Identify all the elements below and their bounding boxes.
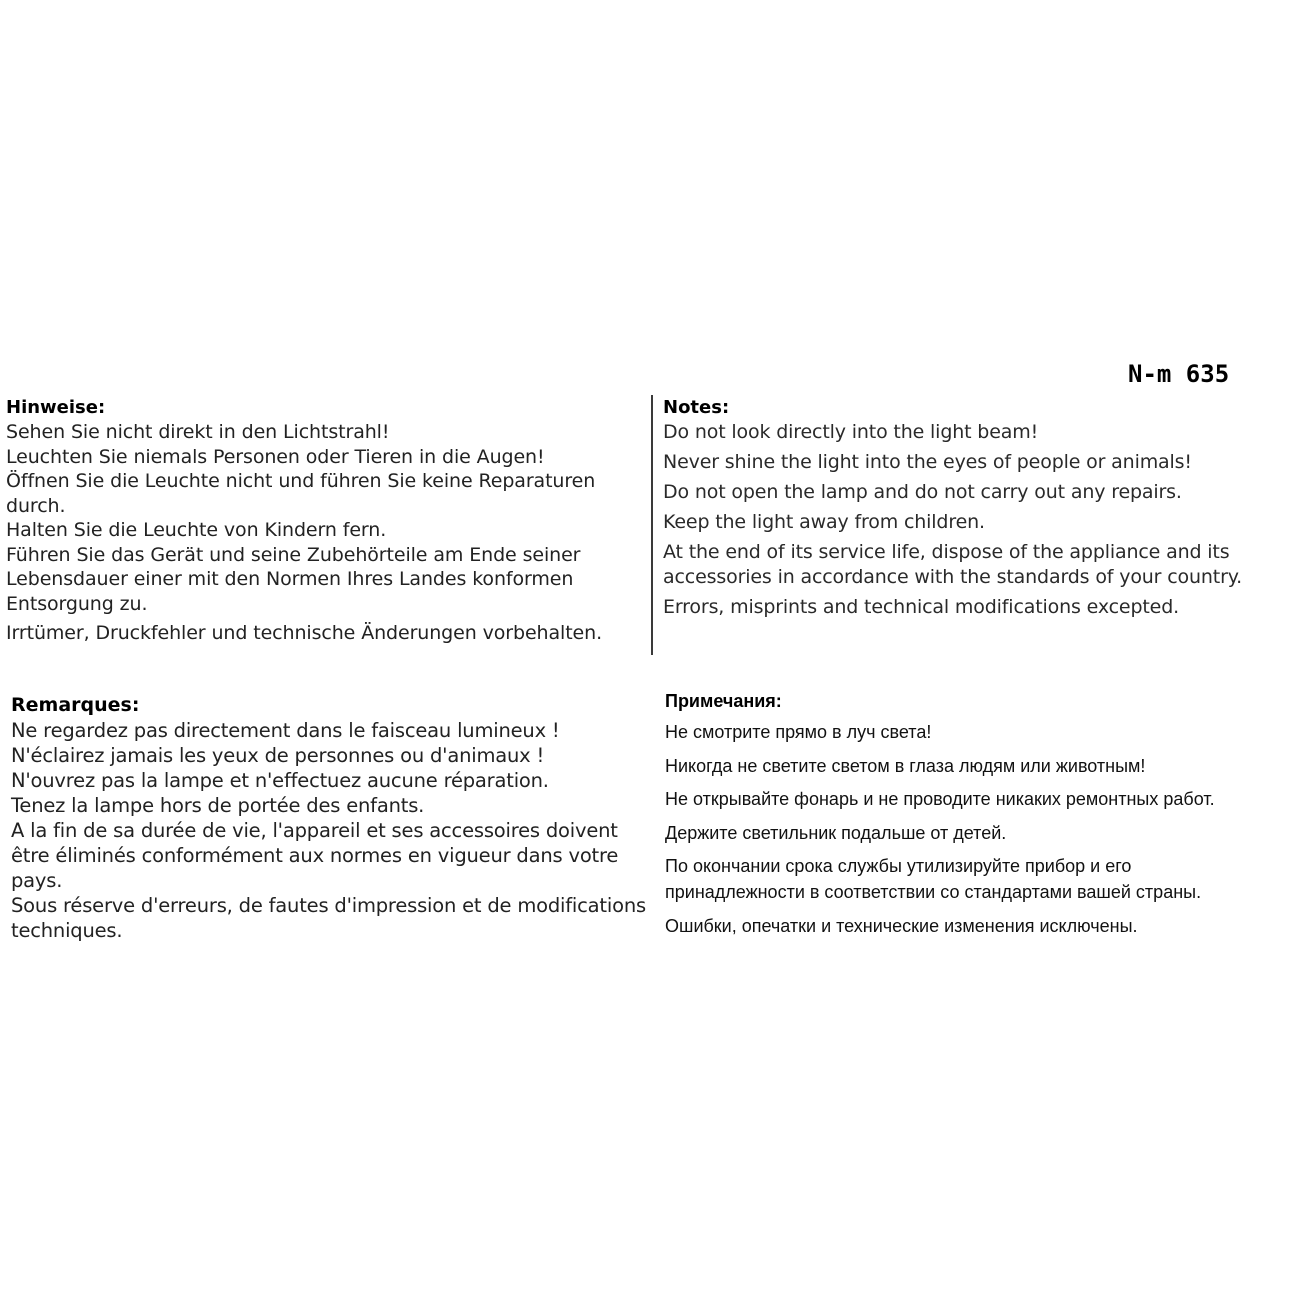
german-notes-section xyxy=(6,396,646,646)
russian-note-line: По окончании срока службы утилизируйте прибор и его xyxy=(665,856,1132,876)
russian-note-line: Ошибки, опечатки и технические изменения исключены. xyxy=(665,915,1138,936)
russian-note-line: Не смотрите прямо в луч света! xyxy=(665,722,932,742)
russian-notes-heading: Примечания: xyxy=(665,691,782,711)
russian-notes-section xyxy=(665,689,1295,939)
french-notes-heading: Remarques: xyxy=(11,694,140,716)
german-note-line: Irrtümer, Druckfehler und technische Änderungen vorbehalten. xyxy=(6,622,603,644)
french-note-line: N'éclairez jamais les yeux de personnes ou d'animaux ! xyxy=(11,744,545,767)
english-note-line: Never shine the light into the eyes of people or animals! xyxy=(663,451,1192,473)
french-note-line: pays. xyxy=(11,869,63,892)
german-note-line: Halten Sie die Leuchte von Kindern fern. xyxy=(6,519,387,541)
german-note-line: Sehen Sie nicht direkt in den Lichtstrahl! xyxy=(6,421,390,443)
german-notes-heading: Hinweise: xyxy=(6,397,106,418)
russian-note-line: Не открывайте фонарь и не проводите никаких ремонтных работ. xyxy=(665,789,1215,809)
english-note-line: Do not look directly into the light beam! xyxy=(663,421,1039,443)
english-note-line: Errors, misprints and technical modifications excepted. xyxy=(663,595,1180,618)
english-notes-heading: Notes: xyxy=(663,397,730,418)
german-note-line: Öffnen Sie die Leuchte nicht und führen Sie keine Reparaturen xyxy=(6,470,596,492)
russian-note-line: Никогда не светите светом в глаза людям или животным! xyxy=(665,755,1146,776)
russian-note-line: принадлежности в соответствии со стандартами вашей страны. xyxy=(665,882,1202,902)
french-note-line: A la fin de sa durée de vie, l'appareil et ses accessoires doivent xyxy=(11,819,618,842)
french-note-line: Tenez la lampe hors de portée des enfants. xyxy=(11,794,425,817)
german-note-line: durch. xyxy=(6,494,66,517)
french-notes-section xyxy=(11,693,661,943)
german-note-line: Lebensdauer einer mit den Normen Ihres Landes konformen xyxy=(6,568,574,590)
product-code: N-m 635 xyxy=(1128,360,1230,388)
german-note-line: Führen Sie das Gerät und seine Zubehörteile am Ende seiner xyxy=(6,543,581,566)
english-note-line: accessories in accordance with the standards of your country. xyxy=(663,565,1243,588)
french-note-line: Sous réserve d'erreurs, de fautes d'impression et de modifications xyxy=(11,894,646,917)
french-note-line: N'ouvrez pas la lampe et n'effectuez aucune réparation. xyxy=(11,769,549,792)
english-note-line: At the end of its service life, dispose of the appliance and its xyxy=(663,541,1230,563)
french-note-line: Ne regardez pas directement dans le faisceau lumineux ! xyxy=(11,719,560,742)
german-note-line: Entsorgung zu. xyxy=(6,592,148,615)
english-note-line: Do not open the lamp and do not carry out any repairs. xyxy=(663,481,1182,503)
english-note-line: Keep the light away from children. xyxy=(663,511,985,533)
column-divider xyxy=(651,395,653,655)
russian-note-line: Держите светильник подальше от детей. xyxy=(665,822,1007,843)
french-note-line: techniques. xyxy=(11,919,123,942)
german-note-line: Leuchten Sie niemals Personen oder Tieren in die Augen! xyxy=(6,445,545,468)
english-notes-section xyxy=(663,396,1293,619)
french-note-line: être éliminés conformément aux normes en vigueur dans votre xyxy=(11,844,619,867)
